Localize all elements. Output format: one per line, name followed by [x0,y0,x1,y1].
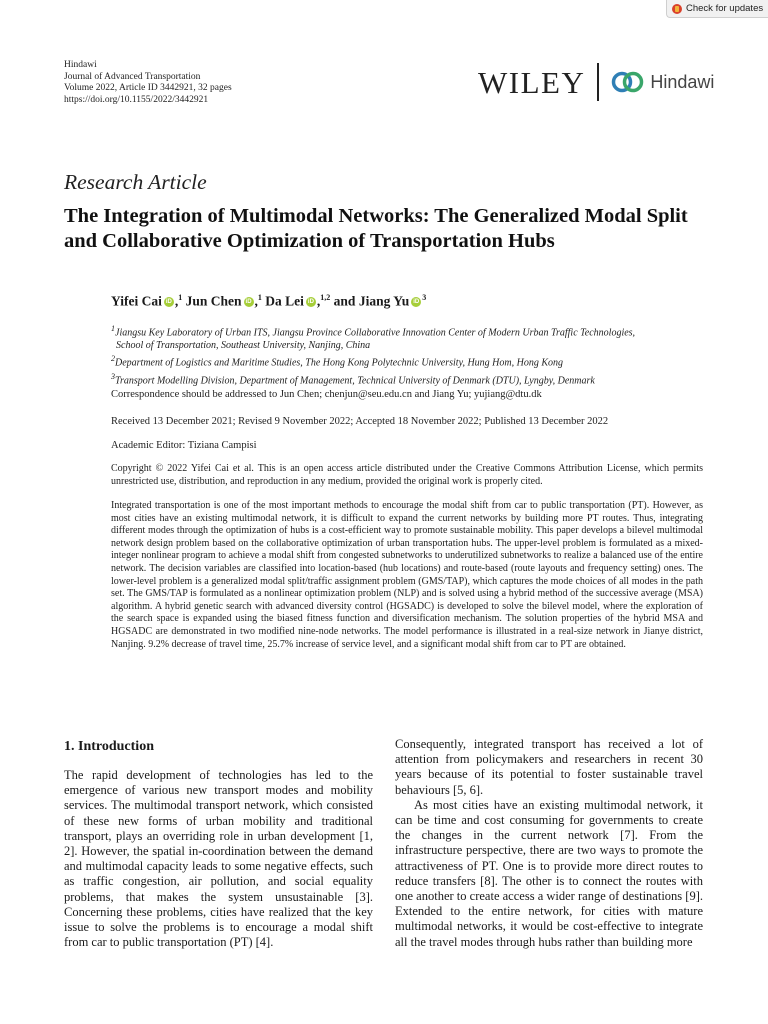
orcid-icon[interactable] [244,297,254,307]
affiliation-number: 3 [111,371,115,381]
author-name: Jiang Yu [358,293,410,309]
journal-info [64,60,232,106]
hindawi-logo-icon [611,71,645,93]
author-name: Jun Chen [185,293,242,309]
author-affiliation-ref: 1 [178,293,183,302]
academic-editor: Academic Editor: Tiziana Campisi [111,440,257,451]
publisher-logo [478,62,714,102]
paragraph: The rapid development of technologies has led to the emergence of various new transport modes and mobility services. The multimodal transport network, which consisted of these new forms of urban mobility and traditional transport, plays an overriding role in urban development [1, 2]. However, the spatial in-coordination between the demand and multimodal capacity leads to some negative effects, such as traffic congestion, air pollution, and social equality problems, that makes the system unsustainable [3]. Concerning these problems, cities have realized that the key issue to solve the problems is to encourage a modal shift from car to public transportation (PT) [4]. [64,768,373,950]
author-name: Yifei Cai [111,293,162,309]
affiliation-text: Department of Logistics and Maritime Studies, The Hong Kong Polytechnic University, Hung Hom, Hong Kong [115,357,564,369]
affiliation-number: 2 [111,354,115,364]
body-column-right [395,737,703,950]
author-affiliation-ref: 3 [422,293,427,302]
affiliation-item [111,322,731,339]
check-for-updates-label: Check for updates [686,3,764,14]
affiliation-item-continued: School of Transportation, Southeast University, Nanjing, China [116,340,371,352]
abstract: Integrated transportation is one of the most important methods to encourage the modal shift from car to public transportation (PT). However, as most cities have an existing multimodal network, it is difficult to expand the current networks by building more PT routes. Thus, integrating different modes through the optimization of hubs is a cost-efficient way to promote sustainable mobility. This paper develops a bilevel multimodal network design problem based on the collaborative optimization of urban transportation hubs. The upper-level problem is formulated as a mixed-integer nonlinear program to achieve a modal shift from congested subnetworks to underutilized subnetworks to realize a balanced use of the entire network. The decision variables are classified into location-based (hub locations) and route-based (route layouts and frequency setting) ones. The lower-level problem is a generalized modal split/traffic assignment problem (GMS/TAP), which captures the mode choices of all modes in the path set. The GMS/TAP is formulated as a nonlinear optimization problem (NLP) and is solved using a hybrid method of the successive average (MSA) algorithm. A hybrid genetic search with advanced diversity control (HGSADC) is developed to solve the bilevel model, where the exploration of the search space is expanded using the biased fitness function and diversification mechanism. The solution properties of the hybrid MSA and HGSADC are demonstrated in two modified nine-node networks. The model performance is illustrated in a real-size network in Jianye district, Nanjing. 9.2% decrease of travel time, 25.7% increase of service level, and a significant modal shift from car to PT are obtained. [111,500,703,650]
wiley-wordmark: WILEY [478,64,586,100]
body-column-left [64,768,373,950]
journal-name: Journal of Advanced Transportation [64,71,201,82]
author-name: Da Lei [265,293,304,309]
author-list: Yifei CaiiD ,$^1$ Jun CheniD ,$^1$ Da LeiiD ,$^{1,2}$ and Jiang YuiD $^3$ [111,293,426,310]
logo-divider [597,63,599,101]
journal-volume: Volume 2022, Article ID 3442921, 32 pages [64,83,232,93]
authors-conjunction: and [333,293,356,309]
affiliation-item [111,352,731,369]
correspondence: Correspondence should be addressed to Jun Chen; chenjun@seu.edu.cn and Jiang Yu; yujiang@dtu.dk [111,389,542,400]
section-heading: 1. Introduction [64,739,154,754]
paragraph: Consequently, integrated transport has received a lot of attention from policymakers and researchers in recent 30 years because of its potential to foster sustainable travel behaviours [5, 6]. [395,737,703,797]
affiliation-number: 1 [111,324,115,333]
affiliation-item [111,370,731,387]
doi-link[interactable]: https://doi.org/10.1155/2022/3442921 [64,94,209,105]
paragraph: As most cities have an existing multimodal network, it can be time and cost consuming for governments to create the changes in the current network [7]. From the infrastructure perspective, there are two ways to promote the attractiveness of PT. One is to provide more direct routes to reduce transfers [8]. The other is to connect the routes with one another to create access a wider range of destinations [9]. Extended to the entire network, for cities with mature multimodal networks, it would be cost-effective to integrate all the travel modes through hubs rather than building more [395,797,703,949]
orcid-icon[interactable] [411,297,421,307]
hindawi-wordmark: Hindawi [650,71,715,92]
affiliation-text: Transport Modelling Division, Department of Management, Technical University of Denmark (DTU), Lyngby, Denmark [115,374,595,386]
author-affiliation-ref: 1,2 [320,293,331,302]
affiliation-text: Jiangsu Key Laboratory of Urban ITS, Jiangsu Province Collaborative Innovation Center of Modern Urban Traffic Technologies, [115,327,636,339]
article-title: The Integration of Multimodal Networks: The Generalized Modal Split and Collaborative Optimization of Transportation Hubs [64,205,688,252]
check-for-updates-button[interactable] [666,0,768,18]
publication-dates: Received 13 December 2021; Revised 9 November 2022; Accepted 18 November 2022; Published 13 December 2022 [111,416,609,427]
article-type: Research Article [64,170,207,194]
copyright-notice: Copyright © 2022 Yifei Cai et al. This is an open access article distributed under the Creative Commons Attribution License, which permits unrestricted use, distribution, and reproduction in any medium, provided the original work is properly cited. [111,463,703,487]
orcid-icon[interactable] [164,297,174,307]
author-affiliation-ref: 1 [257,293,262,302]
affiliations [111,322,731,387]
check-updates-icon [672,4,682,14]
orcid-icon[interactable] [306,297,316,307]
publisher-name: Hindawi [64,60,97,70]
